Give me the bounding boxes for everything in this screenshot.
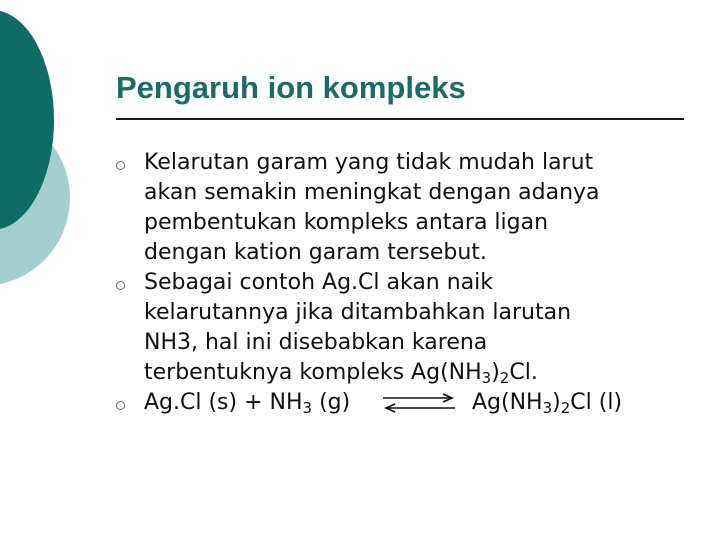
- complex-paren: ): [491, 360, 500, 385]
- product-state: Cl (l): [570, 390, 623, 415]
- bullet-2-line-1: Sebagai contoh Ag.Cl akan naik: [144, 270, 494, 295]
- bullet-item-3-equation: [116, 388, 696, 418]
- bullet-2-line-4: [144, 358, 696, 388]
- reactant-state: (g): [312, 390, 351, 415]
- bullet-1-line-2: akan semakin meningkat dengan adanya: [144, 180, 600, 205]
- reactant-sub-3: 3: [302, 399, 313, 417]
- product-paren: ): [552, 390, 561, 415]
- slide-title: Pengaruh ion kompleks: [116, 70, 466, 105]
- decorative-circles: [0, 0, 90, 300]
- bullet-circle-icon: [116, 281, 125, 290]
- complex-sub-3: 3: [481, 369, 492, 387]
- product-sub-2: 2: [560, 399, 571, 417]
- bullet-1-line-3: pembentukan kompleks antara ligan: [144, 210, 549, 235]
- title-underline: [116, 118, 684, 120]
- complex-suffix: Cl.: [509, 360, 538, 385]
- equation-products: [472, 388, 622, 418]
- product-text: Ag(NH: [472, 390, 543, 415]
- bullet-2-line-2: kelarutannya jika ditambahkan larutan: [144, 300, 572, 325]
- product-sub-3: 3: [542, 399, 553, 417]
- equilibrium-arrow-icon: [379, 392, 459, 414]
- bullet-circle-icon: [116, 161, 125, 170]
- bullet-item-2: [116, 268, 696, 388]
- complex-text-prefix: terbentuknya kompleks Ag(NH: [144, 360, 482, 385]
- equation-reactants: [144, 388, 350, 418]
- complex-sub-2: 2: [499, 369, 510, 387]
- bullet-item-1: [116, 148, 696, 268]
- bullet-1-line-1: Kelarutan garam yang tidak mudah larut: [144, 150, 594, 175]
- bullet-1-line-4: dengan kation garam tersebut.: [144, 240, 487, 265]
- bullet-2-line-3: NH3, hal ini disebabkan karena: [144, 330, 488, 355]
- reaction-equation: [144, 388, 696, 418]
- reactant-text: Ag.Cl (s) + NH: [144, 390, 303, 415]
- bullet-list: [116, 148, 696, 418]
- bullet-circle-icon: [116, 401, 125, 410]
